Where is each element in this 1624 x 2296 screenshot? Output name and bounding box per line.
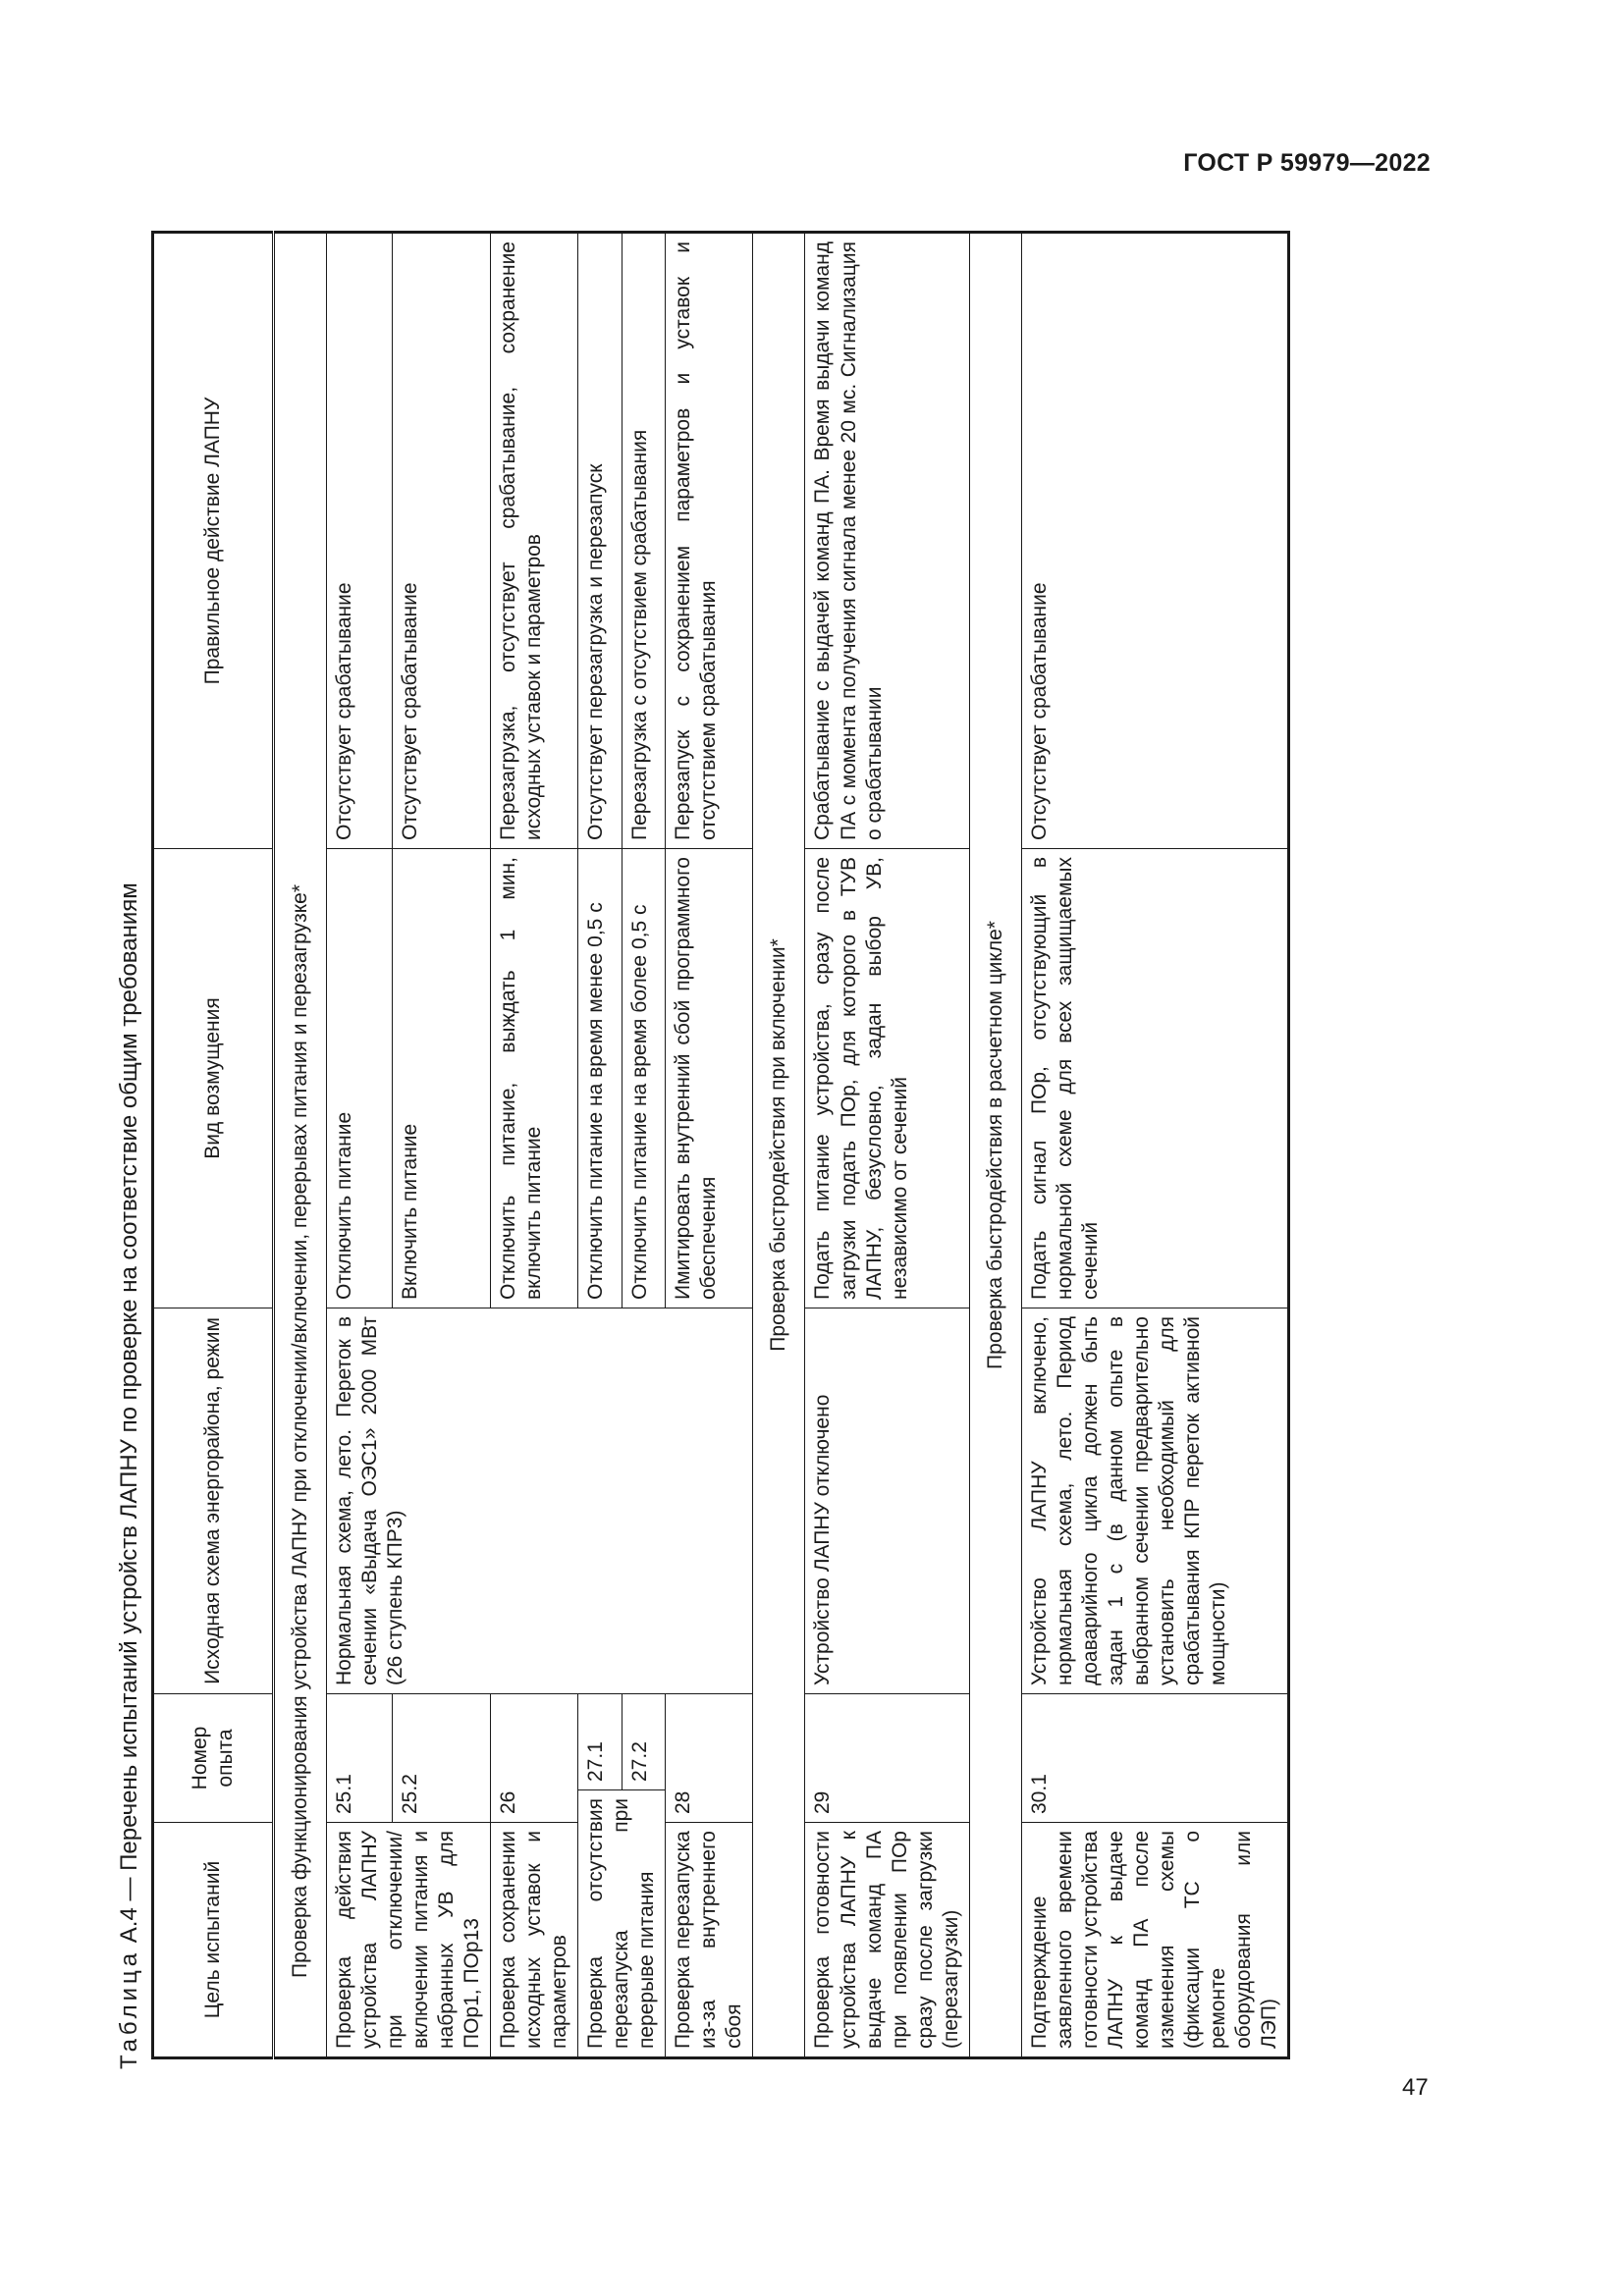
- cell-num: 29: [805, 1694, 969, 1823]
- cell-action: Отсутствует перезагрузка и перезапуск: [578, 233, 623, 849]
- page-number: 47: [1402, 2074, 1429, 2101]
- table-row: [393, 233, 491, 2058]
- table-row: [491, 233, 578, 2058]
- standard-code: ГОСТ Р 59979—2022: [1183, 149, 1431, 177]
- cell-action: Отсутствует срабатывание: [327, 233, 393, 849]
- cell-num: 27.1: [578, 1694, 623, 1790]
- section-title: Проверка быстродействия в расчетном цикле*: [969, 233, 1021, 2058]
- table-row: [666, 233, 753, 2058]
- cell-goal: Проверка действия устройства ЛАПНУ при отключении/включении питания и набранных УВ для ПОр1, ПОр13: [327, 1823, 491, 2058]
- cell-action: Перезапуск с сохранением параметров и уставок и отсутствием срабатывания: [666, 233, 753, 849]
- section-row: [274, 233, 327, 2058]
- cell-disturbance: Включить питание: [393, 849, 491, 1308]
- test-table: [151, 231, 1290, 2059]
- cell-scheme: Нормальная схема, лето. Переток в сечении «Выдача ОЭС1» 2000 МВт (26 ступень КПР3): [327, 1308, 753, 1694]
- rotated-table-area: [108, 228, 1365, 2069]
- section-title: Проверка функционирования устройства ЛАПНУ при отключении/включении, перерывах питания и перезагрузке*: [274, 233, 327, 2058]
- cell-action: Срабатывание с выдачей команд ПА. Время выдачи команд ПА с момента получения сигнала менее 20 мс. Сигнализация о срабатывании: [805, 233, 969, 849]
- cell-action: Отсутствует срабатывание: [393, 233, 491, 849]
- cell-goal: Проверка готовности устройства ЛАПНУ к выдаче команд ПА при появлении ПОр сразу после загрузки (перезагрузки): [805, 1823, 969, 2058]
- table-caption-text: А.4 — Перечень испытаний устройств ЛАПНУ по проверке на соответствие общим требованиям: [116, 882, 142, 1949]
- table-row: [805, 233, 969, 2058]
- cell-num: 30.1: [1021, 1694, 1288, 1823]
- cell-num: 27.2: [622, 1694, 666, 1790]
- cell-num: 25.1: [327, 1694, 393, 1823]
- cell-disturbance: Отключить питание на время менее 0,5 с: [578, 849, 623, 1308]
- cell-disturbance: Отключить питание: [327, 849, 393, 1308]
- col-header-action: Правильное действие ЛАПНУ: [153, 233, 274, 849]
- section-title: Проверка быстродействия при включении*: [753, 233, 805, 2058]
- cell-disturbance: Подать сигнал ПОр, отсутствующий в нормальной схеме для всех защищаемых сечений: [1021, 849, 1288, 1308]
- col-header-num: Номер опыта: [153, 1694, 274, 1823]
- cell-disturbance: Имитировать внутренний сбой программного обеспечения: [666, 849, 753, 1308]
- col-header-scheme: Исходная схема энергорайона, режим: [153, 1308, 274, 1694]
- table-row: [327, 233, 393, 2058]
- cell-num: 28: [666, 1694, 753, 1823]
- cell-scheme: Устройство ЛАПНУ включено, нормальная схема, лето. Период доаварийного цикла должен быть задан 1 с (в данном опыте в выбранном сечении предварительно установить необходимый для срабатывания КПР переток активной мощности): [1021, 1308, 1288, 1694]
- cell-action: Отсутствует срабатывание: [1021, 233, 1288, 849]
- col-header-disturbance: Вид возмущения: [153, 849, 274, 1308]
- cell-disturbance: Подать питание устройства, сразу после загрузки подать ПОр, для которого в ТУВ ЛАПНУ, безусловно, задан выбор УВ, независимо от сечений: [805, 849, 969, 1308]
- cell-goal: Проверка отсутствия перезапуска при перерыве питания: [578, 1790, 666, 2058]
- cell-action: Перезагрузка с отсутствием срабатывания: [622, 233, 666, 849]
- cell-goal: Проверка сохранении исходных уставок и параметров: [491, 1823, 578, 2058]
- cell-num: 26: [491, 1694, 578, 1823]
- table-row: [1021, 233, 1288, 2058]
- cell-goal: Проверка перезапуска из-за внутреннего сбоя: [666, 1823, 753, 2058]
- section-row: [969, 233, 1021, 2058]
- cell-goal: Подтверждение заявленного времени готовности устройства ЛАПНУ к выдаче команд ПА после изменения схемы (фиксации ТС о ремонте оборудования или ЛЭП): [1021, 1823, 1288, 2058]
- table-row: [622, 233, 666, 2058]
- table-header-row: [153, 233, 274, 2058]
- section-row: [753, 233, 805, 2058]
- table-row: [578, 233, 623, 2058]
- cell-action: Перезагрузка, отсутствует срабатывание, сохранение исходных уставок и параметров: [491, 233, 578, 849]
- cell-scheme: Устройство ЛАПНУ отключено: [805, 1308, 969, 1694]
- table-caption-prefix: Таблица: [116, 1949, 142, 2069]
- cell-disturbance: Отключить питание, выждать 1 мин, включить питание: [491, 849, 578, 1308]
- col-header-goal: Цель испытаний: [153, 1823, 274, 2058]
- table-caption: [108, 882, 151, 2069]
- cell-num: 25.2: [393, 1694, 491, 1823]
- cell-disturbance: Отключить питание на время более 0,5 с: [622, 849, 666, 1308]
